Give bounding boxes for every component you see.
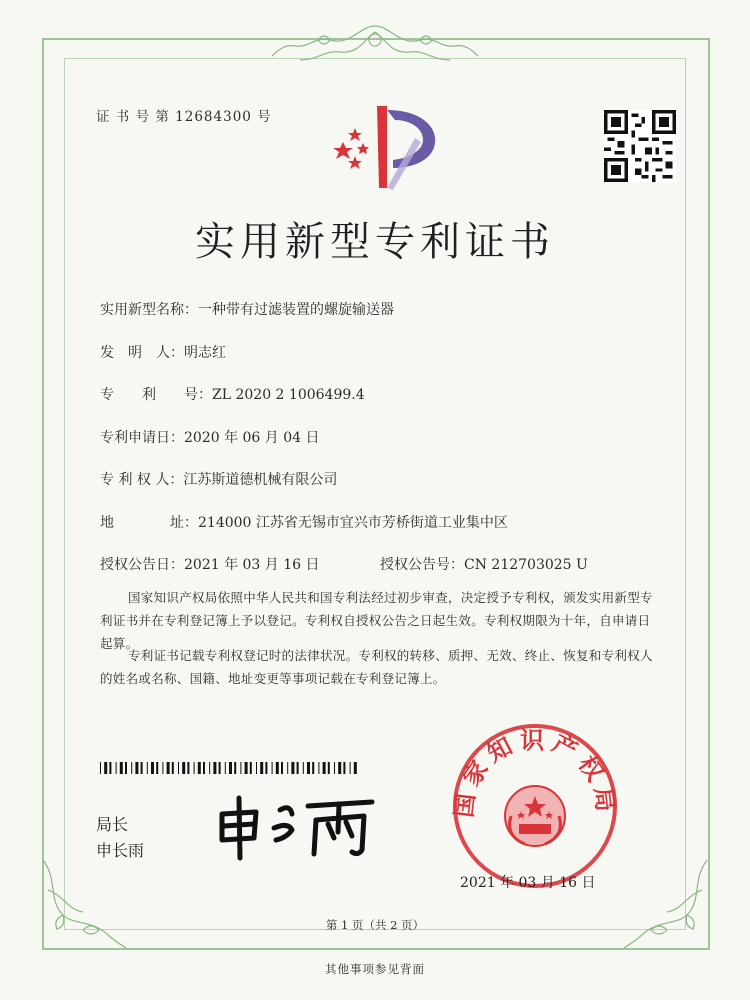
inventor-value: 明志红 — [184, 345, 226, 361]
patentee-value: 江苏斯道德机械有限公司 — [183, 472, 338, 488]
utility-model-name-row — [100, 299, 394, 319]
national-emblem-icon — [505, 786, 565, 846]
patent-number-row — [100, 384, 365, 404]
cnipa-logo-icon — [325, 98, 445, 193]
page-number: 第 1 页（共 2 页） — [325, 918, 425, 932]
patent-number-label: 专 利 号： — [100, 387, 212, 403]
qr-code-icon[interactable] — [604, 110, 676, 182]
barcode-icon — [100, 762, 360, 774]
patent-number-value: ZL 2020 2 1006499.4 — [212, 387, 365, 403]
seal-stamp-icon — [445, 716, 625, 896]
utility-model-name-value: 一种带有过滤装置的螺旋输送器 — [198, 302, 394, 318]
utility-model-name-label: 实用新型名称： — [100, 302, 198, 318]
footer-note: 其他事项参见背面 — [325, 962, 425, 976]
address-label: 地 址： — [100, 515, 198, 531]
top-ornament-icon — [270, 18, 480, 68]
bottom-right-ornament-icon — [622, 850, 712, 950]
certificate-title: 实用新型专利证书 — [195, 219, 555, 265]
grant-date-row — [100, 554, 320, 574]
signatory-role: 局长 — [96, 815, 129, 834]
signatory-name: 申长雨 — [96, 841, 145, 860]
patentee-row — [100, 469, 337, 489]
filing-date-value: 2020 年 06 月 04 日 — [184, 430, 320, 446]
grant-number-label: 授权公告号： — [380, 557, 464, 573]
grant-number-value: CN 212703025 U — [464, 557, 588, 573]
bottom-left-ornament-icon — [38, 850, 128, 950]
grant-date-value: 2021 年 03 月 16 日 — [184, 557, 320, 573]
seal-text: 国家知识产权局 — [449, 726, 621, 819]
filing-date-label: 专利申请日： — [100, 430, 184, 446]
inventor-label: 发 明 人： — [100, 345, 184, 361]
filing-date-row — [100, 427, 320, 447]
grant-date-label: 授权公告日： — [100, 557, 184, 573]
handwritten-signature-icon — [212, 792, 382, 864]
body-paragraph-1: 国家知识产权局依照中华人民共和国专利法经过初步审查，决定授予专利权，颁发实用新型专利证书并在专利登记簿上予以登记。专利权自授权公告之日起生效。专利权期限为十年，自申请日起算。 — [100, 590, 653, 651]
body-paragraph-2: 专利证书记载专利权登记时的法律状况。专利权的转移、质押、无效、终止、恢复和专利权人的姓名或名称、国籍、地址变更等事项记载在专利登记簿上。 — [100, 648, 653, 686]
patentee-label: 专 利 权 人： — [100, 472, 184, 488]
certificate-number: 证 书 号 第 12684300 号 — [96, 109, 272, 125]
address-row — [100, 512, 508, 532]
seal-date: 2021 年 03 月 16 日 — [460, 875, 596, 891]
inventor-row — [100, 342, 226, 362]
address-value: 214000 江苏省无锡市宜兴市芳桥街道工业集中区 — [198, 515, 508, 531]
grant-number-row — [380, 554, 588, 574]
